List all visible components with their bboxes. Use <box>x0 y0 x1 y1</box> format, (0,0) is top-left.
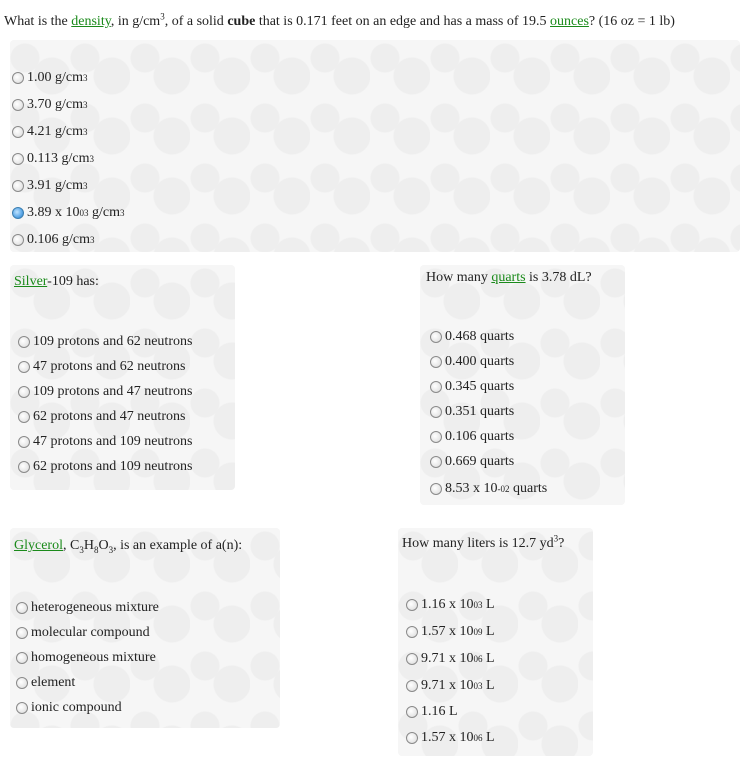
answer-option-selected[interactable]: 3.89 x 10 03 g/cm 3 <box>12 205 125 221</box>
answer-option[interactable]: 8.53 x 10 -02 quarts <box>430 481 547 497</box>
radio-button[interactable] <box>12 153 24 165</box>
radio-button[interactable] <box>18 386 30 398</box>
radio-button[interactable] <box>430 431 442 443</box>
answer-option[interactable]: 3.70 g/cm 3 <box>12 97 88 113</box>
answer-option[interactable]: ionic compound <box>16 700 122 716</box>
radio-button[interactable] <box>430 356 442 368</box>
answer-option[interactable]: 0.345 quarts <box>430 379 514 395</box>
radio-button[interactable] <box>16 677 28 689</box>
radio-button[interactable] <box>12 180 24 192</box>
keyword-link-glycerol[interactable]: Glycerol <box>14 538 63 553</box>
radio-button[interactable] <box>406 706 418 718</box>
radio-button[interactable] <box>16 627 28 639</box>
answer-option[interactable]: 0.351 quarts <box>430 404 514 420</box>
answer-option[interactable]: 1.57 x 10 06 L <box>406 730 495 746</box>
radio-button[interactable] <box>406 599 418 611</box>
answer-option[interactable]: element <box>16 675 75 691</box>
answer-option[interactable]: 47 protons and 62 neutrons <box>18 359 185 375</box>
answer-option[interactable]: 1.16 L <box>406 704 458 720</box>
answer-option[interactable]: 0.669 quarts <box>430 454 514 470</box>
radio-button[interactable] <box>18 436 30 448</box>
question-silver: Silver-109 has: <box>14 274 99 289</box>
question-liters: How many liters is 12.7 $yd^3$? <box>402 533 565 551</box>
answer-option[interactable]: 0.106 g/cm 3 <box>12 232 95 248</box>
keyword-link-ounces[interactable]: ounces <box>550 14 589 29</box>
answer-option[interactable]: homogeneous mixture <box>16 650 156 666</box>
radio-button[interactable] <box>16 702 28 714</box>
radio-button[interactable] <box>18 361 30 373</box>
answer-option[interactable]: 62 protons and 109 neutrons <box>18 459 192 475</box>
answer-option[interactable]: heterogeneous mixture <box>16 600 159 616</box>
radio-button[interactable] <box>430 331 442 343</box>
answer-option[interactable]: 9.71 x 10 03 L <box>406 678 495 694</box>
radio-button[interactable] <box>406 653 418 665</box>
radio-button[interactable] <box>12 99 24 111</box>
answer-option[interactable]: 0.113 g/cm 3 <box>12 151 94 167</box>
radio-button-selected[interactable] <box>12 207 24 219</box>
radio-button[interactable] <box>18 411 30 423</box>
radio-button[interactable] <box>430 483 442 495</box>
radio-button[interactable] <box>12 72 24 84</box>
answer-option[interactable]: 4.21 g/cm 3 <box>12 124 88 140</box>
answer-option[interactable]: 62 protons and 47 neutrons <box>18 409 185 425</box>
answer-option[interactable]: molecular compound <box>16 625 150 641</box>
answer-option[interactable]: 0.468 quarts <box>430 329 514 345</box>
answer-option[interactable]: 1.16 x 10 03 L <box>406 597 495 613</box>
question-quarts: How many quarts is 3.78 dL? <box>426 270 592 285</box>
radio-button[interactable] <box>406 732 418 744</box>
answer-option[interactable]: 47 protons and 109 neutrons <box>18 434 192 450</box>
background-pattern <box>10 265 235 490</box>
radio-button[interactable] <box>430 456 442 468</box>
answer-option[interactable]: 1.00 g/cm 3 <box>12 70 88 86</box>
answer-option[interactable]: 3.91 g/cm 3 <box>12 178 88 194</box>
answer-option[interactable]: 109 protons and 47 neutrons <box>18 384 192 400</box>
keyword-link-silver[interactable]: Silver <box>14 274 48 289</box>
radio-button[interactable] <box>406 680 418 692</box>
radio-button[interactable] <box>16 652 28 664</box>
answer-option[interactable]: 109 protons and 62 neutrons <box>18 334 192 350</box>
question-density: What is the density, in $g/cm^3$, of a solid cube that is 0.171 feet on an edge and has a mass of 19.5 ounces? (16 oz = 1 lb) <box>4 11 675 29</box>
radio-button[interactable] <box>12 126 24 138</box>
background-pattern <box>398 528 593 756</box>
radio-button[interactable] <box>12 234 24 246</box>
answer-option[interactable]: 9.71 x 10 06 L <box>406 651 495 667</box>
radio-button[interactable] <box>430 406 442 418</box>
question-glycerol: Glycerol, $C_3H_8O_3$, is an example of a(n): <box>14 538 243 555</box>
answer-option[interactable]: 0.106 quarts <box>430 429 514 445</box>
radio-button[interactable] <box>16 602 28 614</box>
answer-option[interactable]: 0.400 quarts <box>430 354 514 370</box>
keyword-link-density[interactable]: density <box>71 14 111 29</box>
radio-button[interactable] <box>18 336 30 348</box>
radio-button[interactable] <box>18 461 30 473</box>
radio-button[interactable] <box>430 381 442 393</box>
keyword-link-quarts[interactable]: quarts <box>491 270 526 285</box>
answer-option[interactable]: 1.57 x 10 09 L <box>406 624 495 640</box>
radio-button[interactable] <box>406 626 418 638</box>
